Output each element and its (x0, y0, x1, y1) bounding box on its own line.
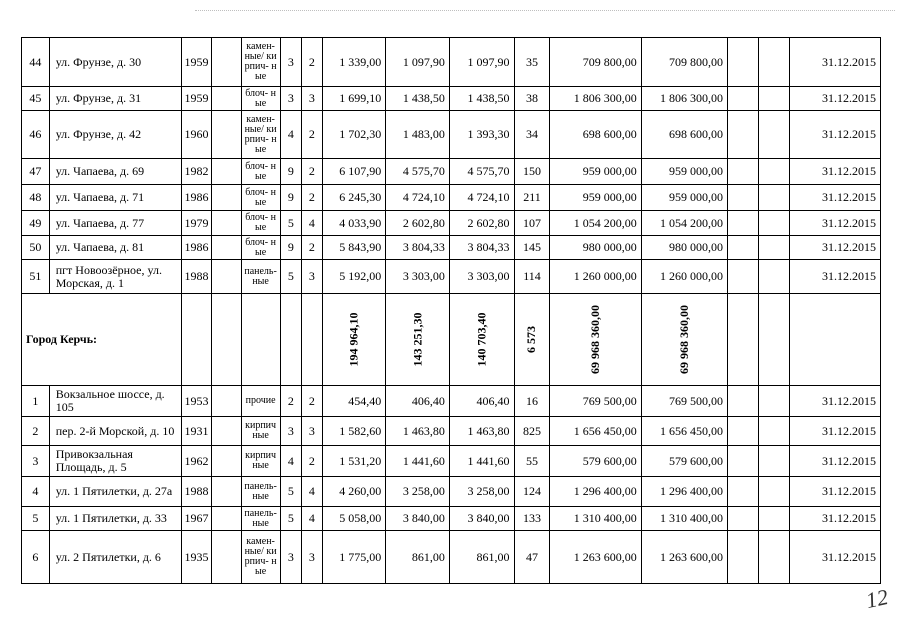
cell-empty (211, 446, 241, 477)
cell-empty (302, 294, 323, 386)
total-area: 1 702,30 (322, 111, 386, 159)
entrances-count: 4 (302, 477, 323, 507)
build-year: 1986 (182, 185, 212, 211)
table-row (22, 507, 881, 531)
build-year: 1959 (182, 38, 212, 87)
city-cost-cell (550, 294, 641, 386)
floors-count: 9 (280, 159, 302, 185)
total-area: 1 339,00 (322, 38, 386, 87)
table-row (22, 38, 881, 87)
repair-cost-total: 1 806 300,00 (641, 87, 727, 111)
repair-cost-total: 980 000,00 (641, 236, 727, 260)
floors-count: 4 (280, 446, 302, 477)
completion-date: 31.12.2015 (789, 446, 880, 477)
table-row (22, 87, 881, 111)
residential-area: 3 804,33 (449, 236, 514, 260)
cell-empty (211, 185, 241, 211)
address: Привокзальная Площадь, д. 5 (49, 446, 181, 477)
cell-empty (727, 386, 758, 417)
floors-count: 3 (280, 38, 302, 87)
city-people-count: 6 573 (524, 326, 539, 353)
residents-count: 107 (514, 211, 550, 236)
wall-material: блоч- ные (241, 211, 280, 236)
build-year: 1979 (182, 211, 212, 236)
cell-empty (211, 477, 241, 507)
cell-empty (758, 507, 789, 531)
entrances-count: 4 (302, 507, 323, 531)
cell-empty (758, 236, 789, 260)
residents-count: 124 (514, 477, 550, 507)
table-row (22, 236, 881, 260)
living-area: 4 575,70 (386, 159, 450, 185)
total-area: 5 843,90 (322, 236, 386, 260)
residents-count: 114 (514, 260, 550, 294)
floors-count: 9 (280, 185, 302, 211)
page-number: 12 (863, 583, 891, 614)
city-total-area-cell (322, 294, 386, 386)
build-year: 1986 (182, 236, 212, 260)
city-people-cell (514, 294, 550, 386)
cell-empty (758, 111, 789, 159)
cell-empty (727, 236, 758, 260)
residential-area: 2 602,80 (449, 211, 514, 236)
cell-empty (211, 87, 241, 111)
living-area: 861,00 (386, 531, 450, 584)
residents-count: 34 (514, 111, 550, 159)
table-row (22, 185, 881, 211)
repair-cost: 959 000,00 (550, 159, 641, 185)
row-number: 49 (22, 211, 50, 236)
living-area: 406,40 (386, 386, 450, 417)
scan-artifact-line (195, 10, 895, 11)
total-area: 6 245,30 (322, 185, 386, 211)
entrances-count: 3 (302, 260, 323, 294)
completion-date: 31.12.2015 (789, 159, 880, 185)
address: Вокзальное шоссе, д. 105 (49, 386, 181, 417)
row-number: 2 (22, 417, 50, 446)
address: пгт Новоозёрное, ул. Морская, д. 1 (49, 260, 181, 294)
repair-cost: 579 600,00 (550, 446, 641, 477)
entrances-count: 2 (302, 159, 323, 185)
residential-area: 1 463,80 (449, 417, 514, 446)
table-row (22, 260, 881, 294)
repair-cost-total: 1 296 400,00 (641, 477, 727, 507)
city-subtotal-row (22, 294, 881, 386)
cell-empty (758, 417, 789, 446)
cell-empty (727, 159, 758, 185)
city-label: Город Керчь: (22, 294, 182, 386)
living-area: 1 463,80 (386, 417, 450, 446)
address: ул. Фрунзе, д. 30 (49, 38, 181, 87)
total-area: 5 058,00 (322, 507, 386, 531)
repair-cost: 1 806 300,00 (550, 87, 641, 111)
residential-area: 3 258,00 (449, 477, 514, 507)
build-year: 1960 (182, 111, 212, 159)
repair-cost: 1 054 200,00 (550, 211, 641, 236)
city-residential-area: 140 703,40 (474, 312, 489, 367)
residents-count: 38 (514, 87, 550, 111)
completion-date: 31.12.2015 (789, 260, 880, 294)
repair-cost: 1 656 450,00 (550, 417, 641, 446)
cell-empty (758, 477, 789, 507)
living-area: 3 303,00 (386, 260, 450, 294)
wall-material: камен- ные/ кирпич- ные (241, 38, 280, 87)
repair-cost: 1 310 400,00 (550, 507, 641, 531)
cell-empty (758, 531, 789, 584)
cell-empty (211, 386, 241, 417)
cell-empty (280, 294, 302, 386)
floors-count: 5 (280, 260, 302, 294)
city-living-area: 143 251,30 (410, 312, 425, 367)
entrances-count: 2 (302, 111, 323, 159)
cell-empty (727, 111, 758, 159)
wall-material: кирпич ные (241, 417, 280, 446)
residential-area: 1 393,30 (449, 111, 514, 159)
wall-material: камен- ные/ кирпич- ные (241, 531, 280, 584)
wall-material: кирпич ные (241, 446, 280, 477)
residential-area: 861,00 (449, 531, 514, 584)
cell-empty (758, 386, 789, 417)
wall-material: камен- ные/ кирпич- ные (241, 111, 280, 159)
build-year: 1962 (182, 446, 212, 477)
cell-empty (211, 507, 241, 531)
repair-cost-total: 579 600,00 (641, 446, 727, 477)
residents-count: 145 (514, 236, 550, 260)
residents-count: 133 (514, 507, 550, 531)
build-year: 1967 (182, 507, 212, 531)
completion-date: 31.12.2015 (789, 236, 880, 260)
residents-count: 16 (514, 386, 550, 417)
repair-cost-total: 1 310 400,00 (641, 507, 727, 531)
total-area: 4 033,90 (322, 211, 386, 236)
row-number: 50 (22, 236, 50, 260)
entrances-count: 3 (302, 87, 323, 111)
cell-empty (211, 211, 241, 236)
living-area: 1 097,90 (386, 38, 450, 87)
repair-cost: 1 263 600,00 (550, 531, 641, 584)
row-number: 6 (22, 531, 50, 584)
address: ул. Чапаева, д. 71 (49, 185, 181, 211)
living-area: 2 602,80 (386, 211, 450, 236)
build-year: 1982 (182, 159, 212, 185)
cell-empty (758, 159, 789, 185)
cell-empty (727, 477, 758, 507)
total-area: 6 107,90 (322, 159, 386, 185)
wall-material: панель- ные (241, 507, 280, 531)
row-number: 44 (22, 38, 50, 87)
living-area: 3 258,00 (386, 477, 450, 507)
completion-date: 31.12.2015 (789, 417, 880, 446)
floors-count: 5 (280, 211, 302, 236)
repair-cost-total: 769 500,00 (641, 386, 727, 417)
entrances-count: 2 (302, 185, 323, 211)
city-living-area-cell (386, 294, 450, 386)
repair-cost: 769 500,00 (550, 386, 641, 417)
living-area: 3 840,00 (386, 507, 450, 531)
table-row (22, 386, 881, 417)
build-year: 1931 (182, 417, 212, 446)
floors-count: 4 (280, 111, 302, 159)
repair-cost-total: 1 263 600,00 (641, 531, 727, 584)
cell-empty (758, 38, 789, 87)
completion-date: 31.12.2015 (789, 211, 880, 236)
cell-empty (727, 211, 758, 236)
city-subtotal-section (22, 294, 881, 386)
residents-count: 150 (514, 159, 550, 185)
repair-cost-total: 959 000,00 (641, 159, 727, 185)
residents-count: 35 (514, 38, 550, 87)
total-area: 1 531,20 (322, 446, 386, 477)
residential-area: 4 575,70 (449, 159, 514, 185)
entrances-count: 2 (302, 236, 323, 260)
residents-count: 47 (514, 531, 550, 584)
cell-empty (211, 236, 241, 260)
residents-count: 825 (514, 417, 550, 446)
residential-area: 406,40 (449, 386, 514, 417)
residential-area: 1 441,60 (449, 446, 514, 477)
residential-area: 3 840,00 (449, 507, 514, 531)
address: ул. Чапаева, д. 81 (49, 236, 181, 260)
table-row (22, 111, 881, 159)
table-row (22, 531, 881, 584)
entrances-count: 3 (302, 531, 323, 584)
repair-cost-total: 1 656 450,00 (641, 417, 727, 446)
cell-empty (182, 294, 212, 386)
completion-date: 31.12.2015 (789, 477, 880, 507)
wall-material: блоч- ные (241, 185, 280, 211)
cell-empty (211, 260, 241, 294)
build-year: 1953 (182, 386, 212, 417)
cell-empty (211, 38, 241, 87)
total-area: 5 192,00 (322, 260, 386, 294)
repair-cost-total: 1 054 200,00 (641, 211, 727, 236)
table-row (22, 211, 881, 236)
table-row (22, 417, 881, 446)
wall-material: блоч- ные (241, 236, 280, 260)
completion-date: 31.12.2015 (789, 531, 880, 584)
floors-count: 3 (280, 417, 302, 446)
living-area: 3 804,33 (386, 236, 450, 260)
living-area: 1 438,50 (386, 87, 450, 111)
row-number: 3 (22, 446, 50, 477)
city-cost2-cell (641, 294, 727, 386)
address: ул. Чапаева, д. 69 (49, 159, 181, 185)
table-row (22, 477, 881, 507)
residential-area: 4 724,10 (449, 185, 514, 211)
address: ул. 1 Пятилетки, д. 33 (49, 507, 181, 531)
living-area: 1 483,00 (386, 111, 450, 159)
repair-cost: 959 000,00 (550, 185, 641, 211)
completion-date: 31.12.2015 (789, 38, 880, 87)
entrances-count: 2 (302, 386, 323, 417)
repair-cost-total: 959 000,00 (641, 185, 727, 211)
floors-count: 2 (280, 386, 302, 417)
cell-empty (727, 417, 758, 446)
wall-material: прочие (241, 386, 280, 417)
cell-empty (211, 417, 241, 446)
row-number: 51 (22, 260, 50, 294)
cell-empty (727, 507, 758, 531)
wall-material: панель- ные (241, 477, 280, 507)
residential-area: 3 303,00 (449, 260, 514, 294)
address: ул. Фрунзе, д. 31 (49, 87, 181, 111)
wall-material: панель- ные (241, 260, 280, 294)
floors-count: 3 (280, 531, 302, 584)
cell-empty (727, 531, 758, 584)
cell-empty (758, 87, 789, 111)
cell-empty (727, 38, 758, 87)
total-area: 1 699,10 (322, 87, 386, 111)
table-row (22, 446, 881, 477)
cell-empty (758, 446, 789, 477)
table-row (22, 159, 881, 185)
city-total-cost-2: 69 968 360,00 (676, 305, 691, 374)
residential-area: 1 097,90 (449, 38, 514, 87)
address: ул. Фрунзе, д. 42 (49, 111, 181, 159)
row-number: 48 (22, 185, 50, 211)
cell-empty (789, 294, 880, 386)
repair-cost-total: 1 260 000,00 (641, 260, 727, 294)
residents-count: 211 (514, 185, 550, 211)
cell-empty (758, 260, 789, 294)
cell-empty (211, 111, 241, 159)
build-year: 1988 (182, 477, 212, 507)
living-area: 1 441,60 (386, 446, 450, 477)
cell-empty (758, 185, 789, 211)
entrances-count: 3 (302, 417, 323, 446)
cell-empty (211, 294, 241, 386)
repair-cost: 698 600,00 (550, 111, 641, 159)
table-body-section-a (22, 38, 881, 294)
cell-empty (727, 260, 758, 294)
repair-cost: 980 000,00 (550, 236, 641, 260)
row-number: 46 (22, 111, 50, 159)
repair-cost-total: 698 600,00 (641, 111, 727, 159)
completion-date: 31.12.2015 (789, 507, 880, 531)
wall-material: блоч- ные (241, 159, 280, 185)
completion-date: 31.12.2015 (789, 87, 880, 111)
cell-empty (727, 294, 758, 386)
cell-empty (727, 87, 758, 111)
residential-area: 1 438,50 (449, 87, 514, 111)
floors-count: 3 (280, 87, 302, 111)
residents-count: 55 (514, 446, 550, 477)
build-year: 1935 (182, 531, 212, 584)
total-area: 4 260,00 (322, 477, 386, 507)
entrances-count: 2 (302, 446, 323, 477)
cell-empty (241, 294, 280, 386)
city-residential-area-cell (449, 294, 514, 386)
row-number: 1 (22, 386, 50, 417)
city-total-area: 194 964,10 (346, 312, 361, 367)
table-body-section-b (22, 386, 881, 584)
completion-date: 31.12.2015 (789, 386, 880, 417)
repair-cost: 1 260 000,00 (550, 260, 641, 294)
row-number: 5 (22, 507, 50, 531)
row-number: 47 (22, 159, 50, 185)
address: ул. Чапаева, д. 77 (49, 211, 181, 236)
total-area: 1 582,60 (322, 417, 386, 446)
cell-empty (758, 211, 789, 236)
row-number: 45 (22, 87, 50, 111)
cell-empty (758, 294, 789, 386)
floors-count: 9 (280, 236, 302, 260)
address: ул. 2 Пятилетки, д. 6 (49, 531, 181, 584)
cell-empty (727, 185, 758, 211)
repair-cost: 1 296 400,00 (550, 477, 641, 507)
entrances-count: 2 (302, 38, 323, 87)
address: ул. 1 Пятилетки, д. 27а (49, 477, 181, 507)
total-area: 1 775,00 (322, 531, 386, 584)
cell-empty (727, 446, 758, 477)
entrances-count: 4 (302, 211, 323, 236)
cell-empty (211, 531, 241, 584)
address: пер. 2-й Морской, д. 10 (49, 417, 181, 446)
build-year: 1988 (182, 260, 212, 294)
repair-cost: 709 800,00 (550, 38, 641, 87)
repair-cost-total: 709 800,00 (641, 38, 727, 87)
floors-count: 5 (280, 507, 302, 531)
build-year: 1959 (182, 87, 212, 111)
row-number: 4 (22, 477, 50, 507)
housing-register-table (21, 37, 881, 584)
wall-material: блоч- ные (241, 87, 280, 111)
city-total-cost: 69 968 360,00 (588, 305, 603, 374)
total-area: 454,40 (322, 386, 386, 417)
floors-count: 5 (280, 477, 302, 507)
completion-date: 31.12.2015 (789, 185, 880, 211)
cell-empty (211, 159, 241, 185)
living-area: 4 724,10 (386, 185, 450, 211)
completion-date: 31.12.2015 (789, 111, 880, 159)
